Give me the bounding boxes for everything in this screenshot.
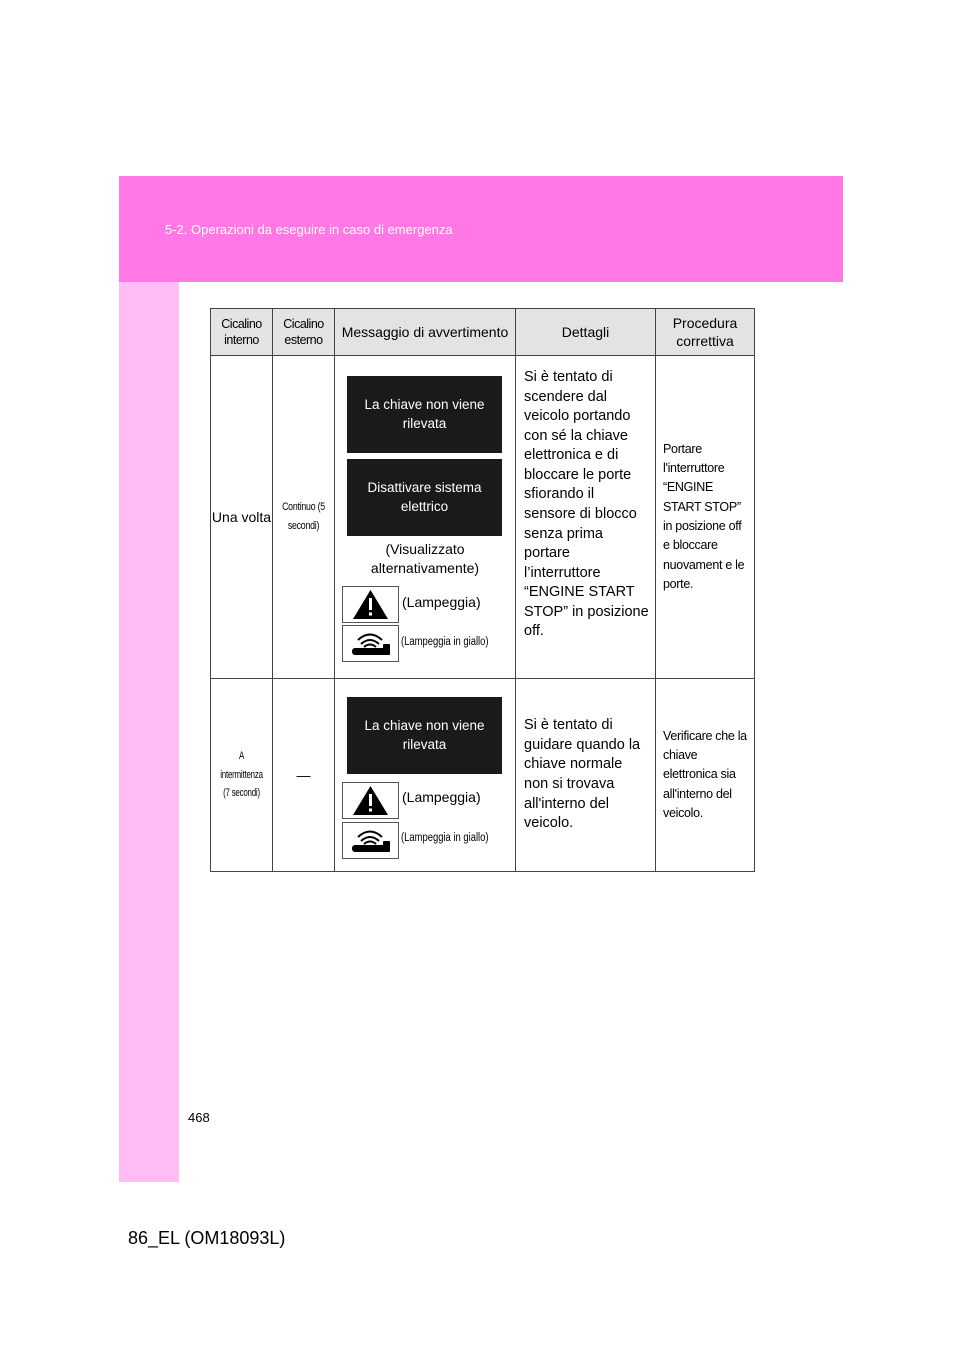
external-buzzer: Continuo (5 secondi) bbox=[282, 501, 325, 532]
table-row bbox=[211, 356, 755, 679]
procedure-text: Verificare che la chiave elettronica sia all'interno del veicolo. bbox=[656, 679, 755, 872]
header-external-buzzer: Cicalino esterno bbox=[273, 309, 335, 356]
alternate-note: (Visualizzato alternativamente) bbox=[370, 541, 480, 576]
section-title: 5-2. Operazioni da eseguire in caso di emergenza bbox=[165, 222, 453, 237]
header-internal-buzzer: Cicalino interno bbox=[211, 309, 273, 356]
internal-buzzer: A intermittenza (7 secondi) bbox=[220, 749, 263, 800]
internal-buzzer: Una volta bbox=[211, 508, 272, 525]
table-row bbox=[211, 679, 755, 872]
procedure-text: Portare l'interruttore “ENGINE START STOP” in posizione off e bloccare nuovament e le porte. bbox=[656, 356, 755, 679]
header-procedure: Procedura correttiva bbox=[656, 309, 755, 356]
warning-triangle-icon bbox=[342, 586, 399, 623]
details-text: Si è tentato di scendere dal veicolo portando con sé la chiave elettronica e di bloccare le porte sfiorando il sensore di blocco senza prima portare l’interruttore “ENGINE START STOP” in posizione off. bbox=[516, 356, 656, 679]
smart-key-icon bbox=[342, 822, 399, 859]
lamp-flashing-label: (Lampeggia) bbox=[402, 594, 481, 610]
lamp-yellow-label: (Lampeggia in giallo) bbox=[401, 636, 489, 648]
warning-triangle-icon bbox=[342, 782, 399, 819]
display-message: La chiave non viene rilevata bbox=[347, 376, 502, 453]
external-buzzer: — bbox=[296, 767, 311, 783]
header-details: Dettagli bbox=[516, 309, 656, 356]
display-message: Disattivare sistema elettrico bbox=[347, 459, 502, 536]
details-text: Si è tentato di guidare quando la chiave normale non si trovava all'interno del veicolo. bbox=[516, 679, 656, 872]
footer-code: 86_EL (OM18093L) bbox=[128, 1228, 286, 1248]
page-number: 468 bbox=[188, 1110, 210, 1125]
side-band bbox=[119, 282, 179, 1182]
warning-table bbox=[210, 308, 755, 872]
lamp-yellow-label: (Lampeggia in giallo) bbox=[401, 832, 489, 844]
display-message: La chiave non viene rilevata bbox=[347, 697, 502, 774]
lamp-flashing-label: (Lampeggia) bbox=[402, 789, 481, 805]
smart-key-icon bbox=[342, 625, 399, 662]
header-warning-message: Messaggio di avvertimento bbox=[335, 309, 516, 356]
